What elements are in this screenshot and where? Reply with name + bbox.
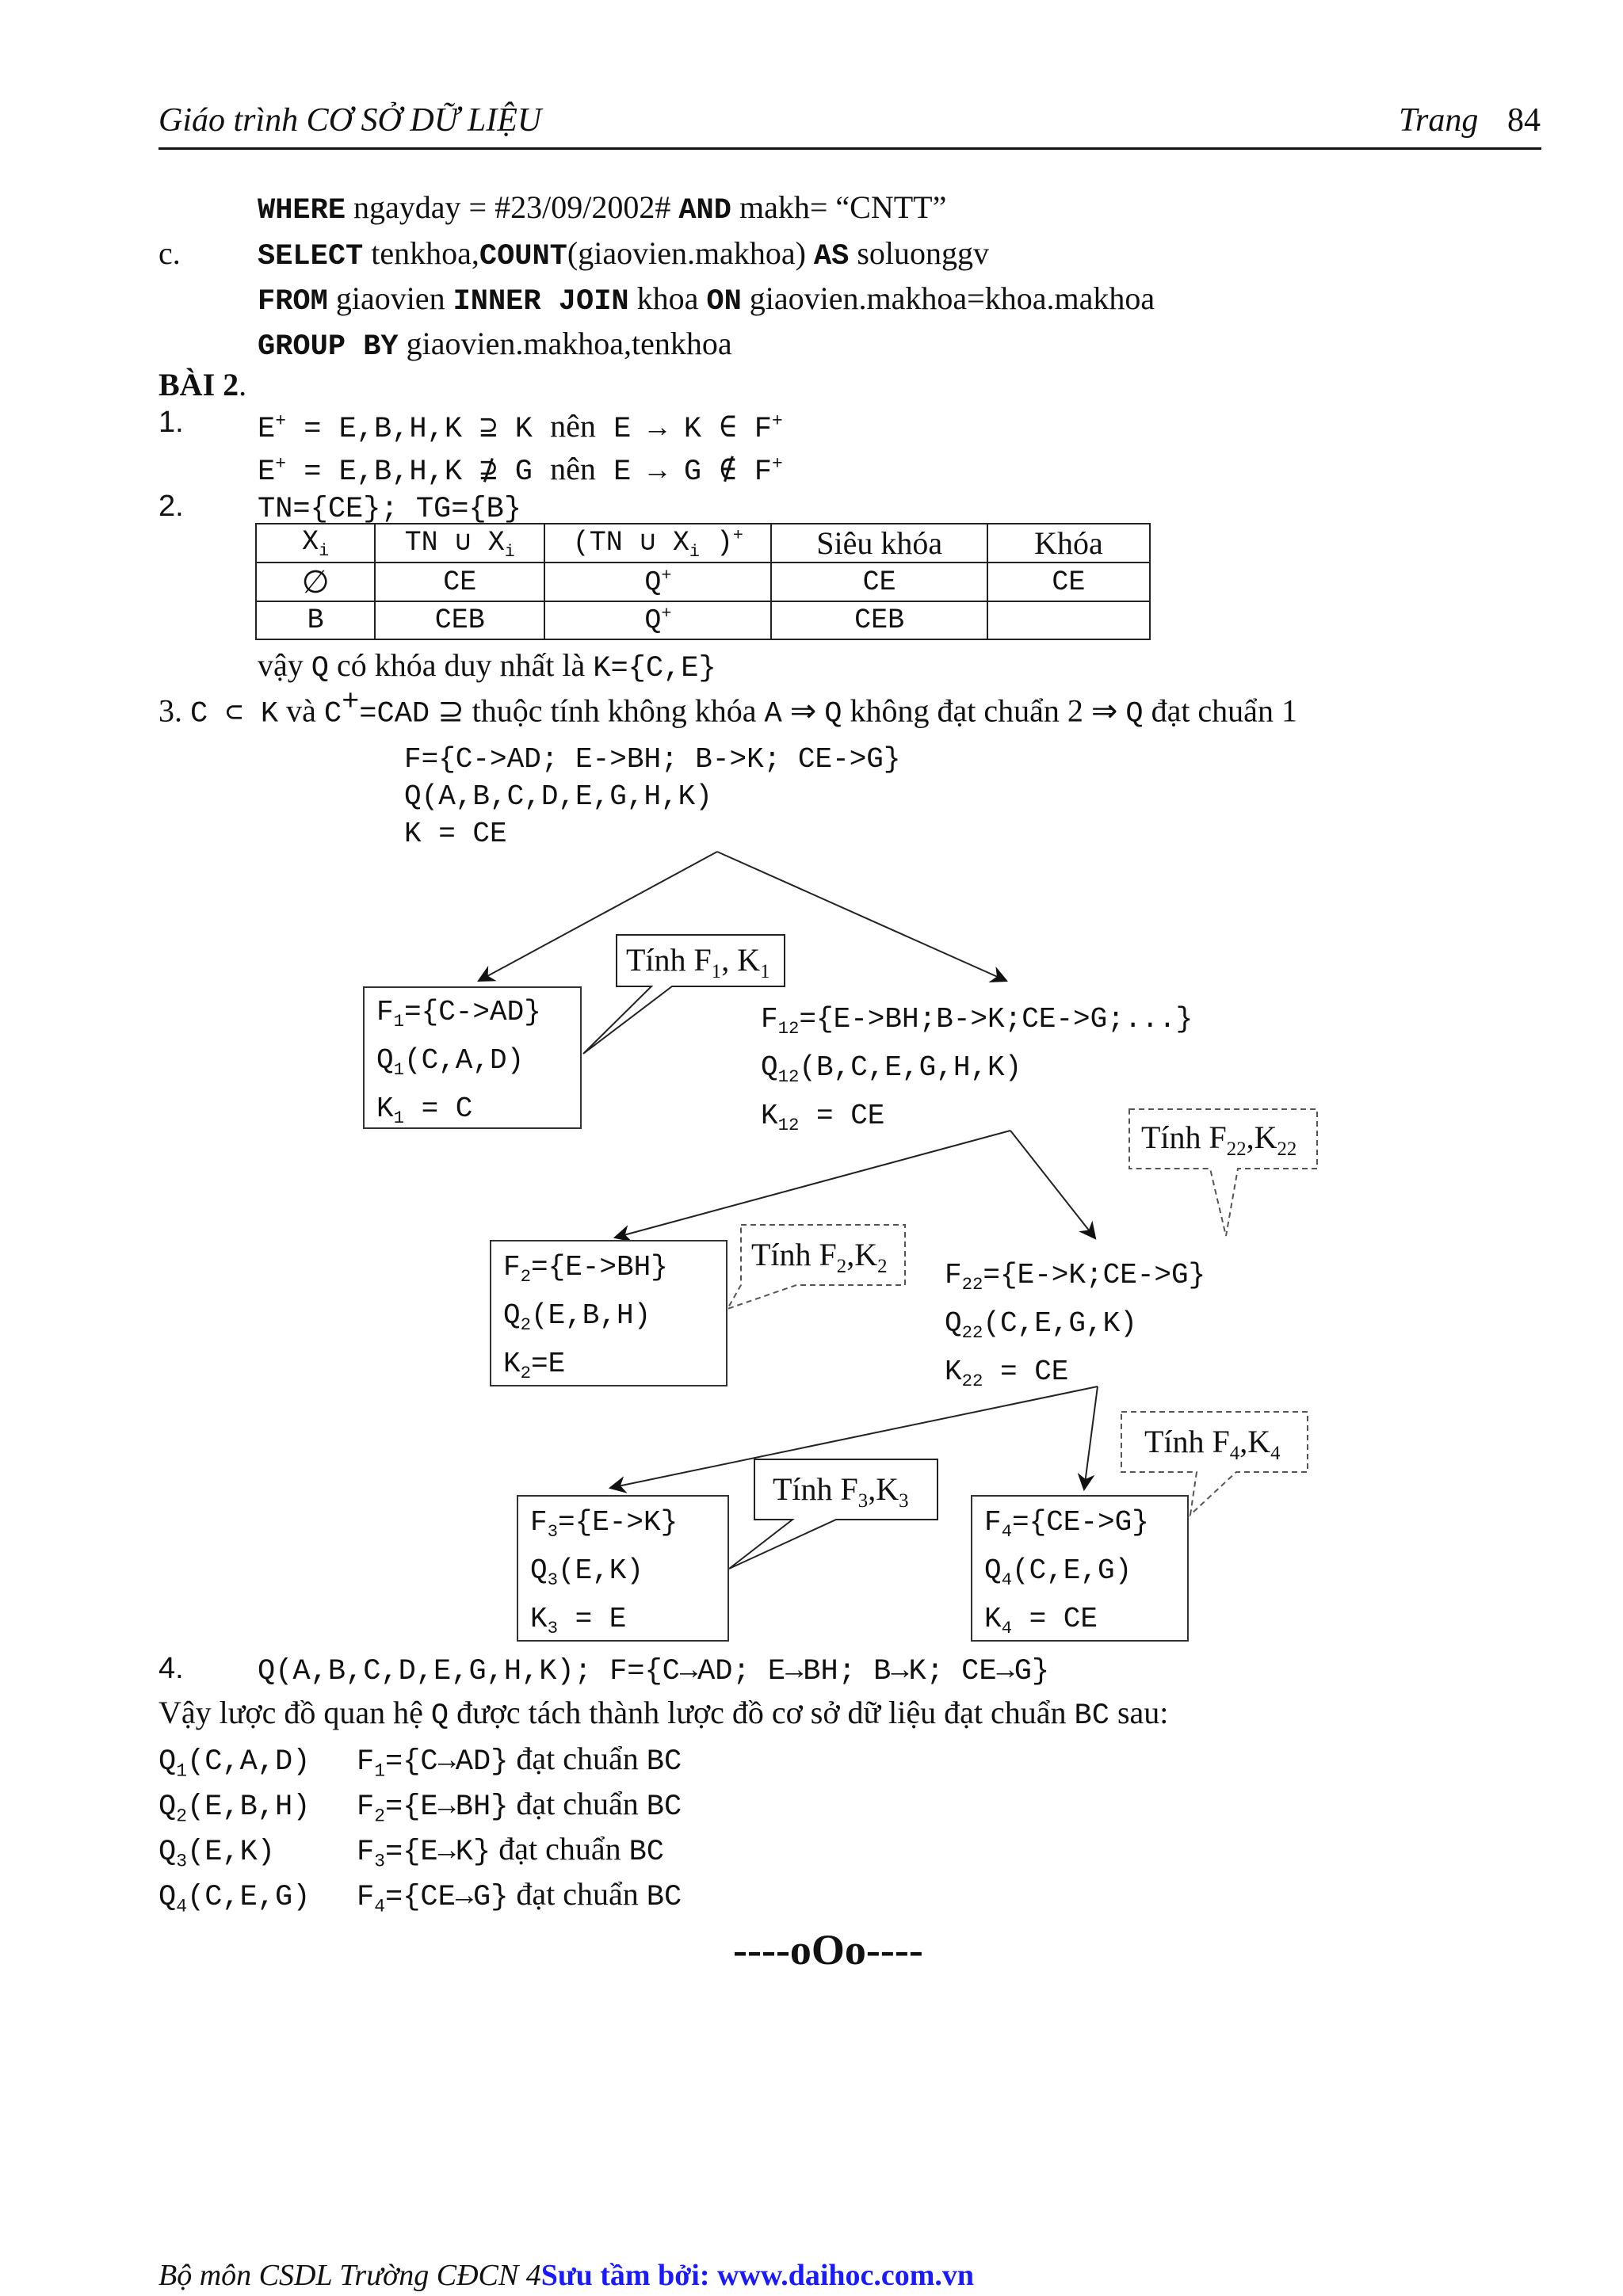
item-4-line: Q(A,B,C,D,E,G,H,K); F={C→AD; E→BH; B→K; CE→G} xyxy=(258,1655,1050,1688)
schema-box-q2: $F_2=\{E->BH\}$ $Q_2(E,B,H)$ $K_2=E$ xyxy=(490,1240,727,1386)
item-c-label: c. xyxy=(158,235,181,271)
arrow-to-f22 xyxy=(1010,1131,1095,1238)
callout-f2-k2: Tính $F_2,K_2$ xyxy=(751,1237,888,1277)
table-row: B CEB Q+ CEB xyxy=(256,601,1150,639)
sql-keyword: WHERE xyxy=(258,194,346,227)
closure-line-2: E+ = E,B,H,K ⊉ G nên E → G ∉ F+ xyxy=(258,451,783,489)
sql-select-line: SELECT tenkhoa,COUNT(giaovien.makhoa) AS soluonggv xyxy=(258,235,989,273)
callout-f4-k4: Tính $F_4,K_4$ xyxy=(1144,1424,1281,1464)
callout-f1-k1: Tính $F_1$, $K_1$ xyxy=(626,942,770,982)
result-row-4: $Q_4(C,E,G)$ $F_4=\{CE\to G\}$ đạt chuẩn BC xyxy=(158,1876,682,1917)
initial-k: K = CE xyxy=(404,818,507,850)
page-label: Trang xyxy=(1399,102,1479,139)
sql-where-line: WHERE ngayday = #23/09/2002# AND makh= “CNTT” xyxy=(258,189,947,227)
closure-line-1: E+ = E,B,H,K ⊇ K nên E → K ∈ F+ xyxy=(258,408,783,446)
table-row: ∅ CE Q+ CE CE xyxy=(256,563,1150,601)
footer-left: Bộ môn CSDL Trường CĐCN 4 xyxy=(158,2259,541,2292)
key-conclusion: vậy Q có khóa duy nhất là K={C,E} xyxy=(258,647,716,685)
callout-f22-k22: Tính $F_{22},K_{22}$ xyxy=(1141,1119,1297,1160)
schema-q22: $F_{22}=\{E->K;CE->G\}$ $Q_{22}(C,E,G,K)$ $K_{22}$ = CE xyxy=(945,1259,1206,1392)
item-2-label: 2. xyxy=(158,490,184,523)
summary-line: Vậy lược đồ quan hệ Q được tách thành lược đồ cơ sở dữ liệu đạt chuẩn BC sau: xyxy=(158,1695,1169,1733)
initial-q: Q(A,B,C,D,E,G,H,K) xyxy=(404,780,712,813)
schema-box-q1: $F_1=\{C->AD\}$ $Q_1(C,A,D)$ $K_1 = C$ xyxy=(363,986,582,1129)
sql-keyword: AND xyxy=(678,194,731,227)
header-title: Giáo trình CƠ SỞ DỮ LIỆU xyxy=(158,102,542,139)
footer xyxy=(158,2258,974,2293)
sql-from-line: FROM giaovien INNER JOIN khoa ON giaovien.makhoa=khoa.makhoa xyxy=(258,280,1155,318)
arrow-to-f2 xyxy=(615,1131,1010,1238)
schema-q12: $F_{12}=\{E->BH;B->K;CE->G;...\}$ $Q_{12}(B,C,E,G,H,K)$ $K_{12}$ = CE xyxy=(761,1003,1193,1136)
sql-group-line: GROUP BY giaovien.makhoa,tenkhoa xyxy=(258,326,732,364)
separator: ----oOo---- xyxy=(733,1926,923,1974)
item-3-line: 3. C ⊂ K và C+=CAD ⊇ thuộc tính không khóa A ⇒ Q không đạt chuẩn 2 ⇒ Q đạt chuẩn 1 xyxy=(158,686,1297,731)
arrow-to-f4 xyxy=(1084,1386,1098,1489)
schema-box-q3: $F_3=\{E->K\}$ $Q_3(E,K)$ $K_3 = E$ xyxy=(517,1495,729,1642)
callout-f3-k3: Tính $F_3,K_3$ xyxy=(773,1471,909,1512)
section-title: BÀI 2. xyxy=(158,367,247,402)
page-number: 84 xyxy=(1507,102,1541,139)
schema-box-q4: $F_4=\{CE->G\}$ $Q_4(C,E,G)$ $K_4$ = CE xyxy=(971,1495,1189,1642)
table-header-row: $X_i$ TN ∪ $X_i$ (TN ∪ $X_i$ )+ Siêu khóa Khóa xyxy=(256,524,1150,563)
item-1-label: 1. xyxy=(158,406,184,439)
result-row-2: $Q_2(E,B,H)$ $F_2=\{E\to BH\}$ đạt chuẩn BC xyxy=(158,1786,682,1827)
initial-f: F={C->AD; E->BH; B->K; CE->G} xyxy=(404,743,901,776)
footer-source-label: Sưu tầm bởi: xyxy=(540,2259,717,2292)
footer-url[interactable]: www.daihoc.com.vn xyxy=(716,2259,975,2292)
item-4-label: 4. xyxy=(158,1652,184,1685)
result-row-1: $Q_1(C,A,D)$ $F_1=\{C\to AD\}$ đạt chuẩn BC xyxy=(158,1741,682,1782)
result-row-3: $Q_3(E,K)$ $F_3=\{E\to K\}$ đạt chuẩn BC xyxy=(158,1831,665,1872)
tn-tg-line: TN={CE}; TG={B} xyxy=(258,493,522,526)
